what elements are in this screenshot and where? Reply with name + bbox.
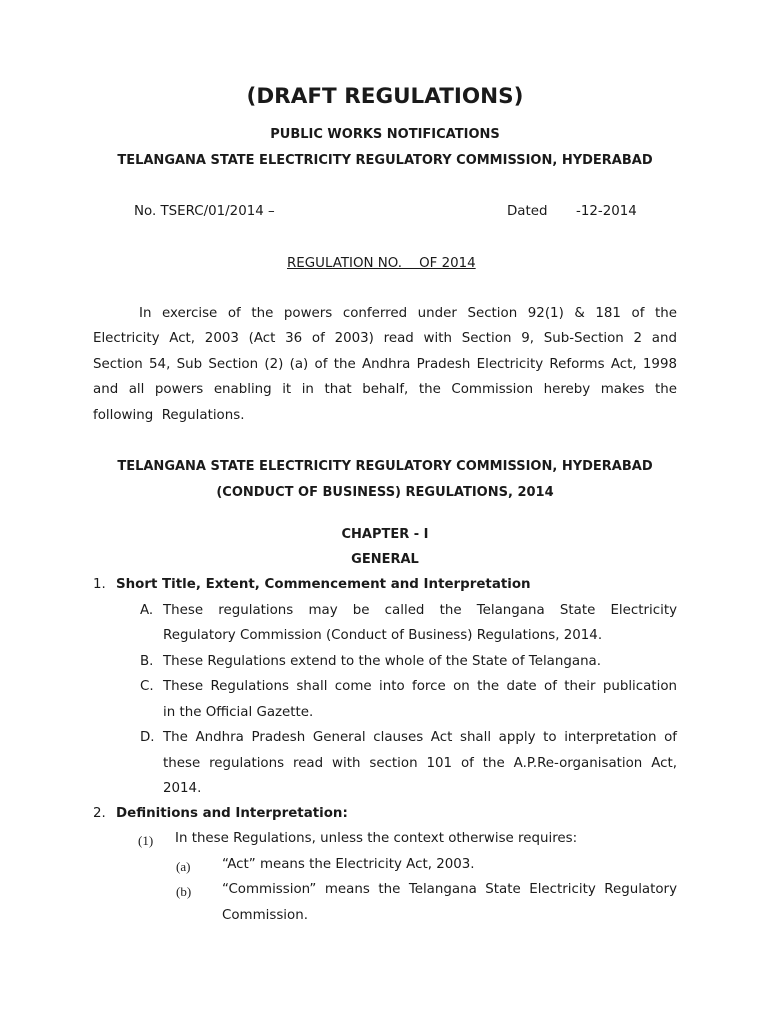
item-text-line: 2014.	[163, 781, 202, 796]
item-text-line: These Regulations extend to the whole of the State of Telangana.	[163, 654, 602, 669]
preamble-line: Section 54, Sub Section (2) (a) of the Andhra Pradesh Electricity Reforms Act, 1998	[93, 357, 677, 372]
preamble-line: and all powers enabling it in that behalf, the Commission hereby makes the	[93, 382, 677, 397]
dated-value: -12-2014	[576, 204, 637, 219]
chapter-title: GENERAL	[351, 552, 419, 567]
item-text-line: These Regulations shall come into force on the date of their publication	[163, 679, 677, 694]
clause-marker: (1)	[138, 833, 154, 848]
item-text-line: Regulatory Commission (Conduct of Business) Regulations, 2014.	[163, 628, 603, 643]
regulation-number: REGULATION NO. OF 2014	[287, 256, 476, 271]
regulation-subtitle: (CONDUCT OF BUSINESS) REGULATIONS, 2014	[216, 485, 554, 500]
page-title: (DRAFT REGULATIONS)	[246, 84, 524, 109]
item-letter: A.	[140, 603, 154, 618]
item-letter: C.	[140, 679, 154, 694]
item-letter: B.	[140, 654, 154, 669]
definition-text-line: “Act” means the Electricity Act, 2003.	[222, 857, 475, 872]
notification-number: No. TSERC/01/2014 –	[134, 204, 275, 219]
item-letter: D.	[140, 730, 155, 745]
item-text-line: These regulations may be called the Telangana State Electricity	[163, 603, 677, 618]
preamble-line: following Regulations.	[93, 408, 245, 423]
item-text-line: these regulations read with section 101 of the A.P.Re-organisation Act,	[163, 756, 677, 771]
section-heading: Definitions and Interpretation:	[116, 806, 348, 821]
definition-marker: (b)	[176, 884, 192, 899]
chapter-number: CHAPTER - I	[341, 527, 429, 542]
clause-text: In these Regulations, unless the context otherwise requires:	[175, 831, 578, 846]
section-number: 2.	[93, 806, 106, 821]
preamble-line: Electricity Act, 2003 (Act 36 of 2003) read with Section 9, Sub-Section 2 and	[93, 331, 677, 346]
definition-text-line: “Commission” means the Telangana State Electricity Regulatory	[222, 882, 677, 897]
definition-marker: (a)	[176, 859, 191, 874]
regulation-title: TELANGANA STATE ELECTRICITY REGULATORY COMMISSION, HYDERABAD	[117, 459, 653, 474]
section-heading: Short Title, Extent, Commencement and Interpretation	[116, 577, 531, 592]
section-number: 1.	[93, 577, 106, 592]
item-text-line: The Andhra Pradesh General clauses Act shall apply to interpretation of	[163, 730, 677, 745]
preamble-line: In exercise of the powers conferred under Section 92(1) & 181 of the	[139, 306, 677, 321]
dated-label: Dated	[507, 204, 548, 219]
subtitle: PUBLIC WORKS NOTIFICATIONS	[270, 127, 500, 142]
definition-text-line: Commission.	[222, 908, 308, 923]
commission-name: TELANGANA STATE ELECTRICITY REGULATORY COMMISSION, HYDERABAD	[117, 153, 653, 168]
item-text-line: in the Official Gazette.	[163, 705, 314, 720]
